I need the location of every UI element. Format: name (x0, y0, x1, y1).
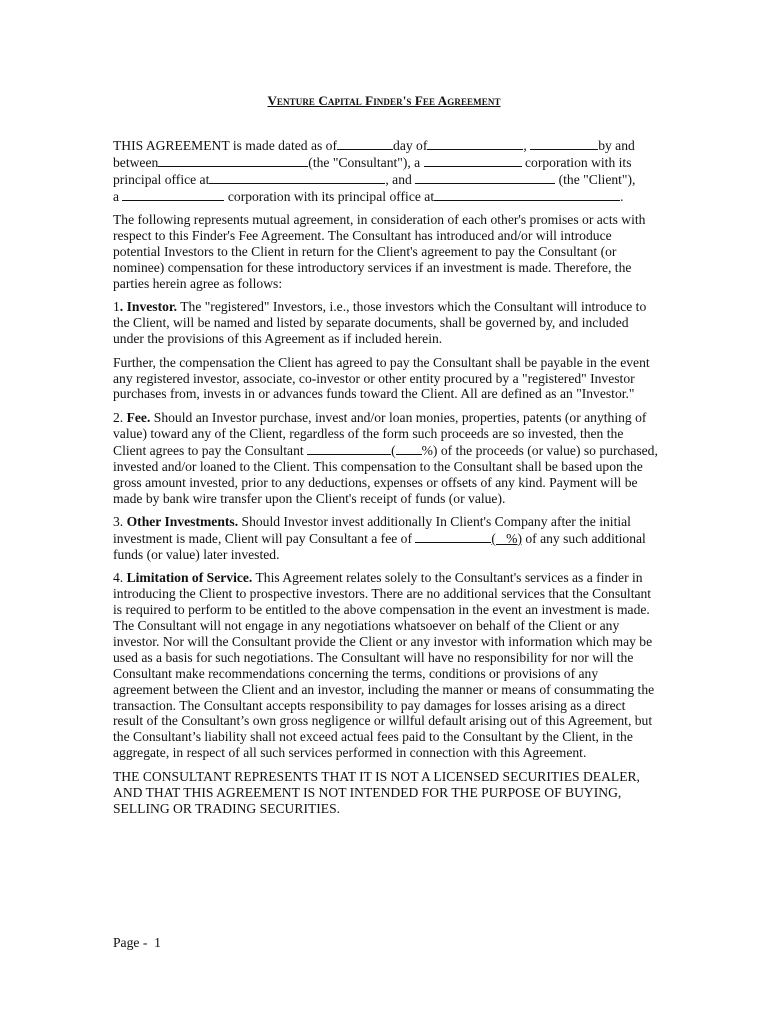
intro-text: (the "Consultant"), a (308, 154, 421, 170)
section-4 (113, 570, 658, 761)
intro-text: day of (393, 138, 428, 153)
fee-percent-blank[interactable] (396, 442, 422, 455)
intro-text: corporation with its principal office at (227, 188, 435, 204)
section-text: %) of the proceeds (or value) so purchased, invested and/or loaned to the Client. This compensation to the Consultant shall be based upon the gross amount invested, prior to any deductions, expenses or offsets of any kind. Payment will be made by bank wire transfer upon the Client's receipt of funds (or value). (113, 442, 658, 506)
intro-text: , (523, 138, 527, 153)
section-heading: Fee. (126, 409, 151, 425)
section-1 (113, 299, 658, 347)
section-text: ( (391, 442, 396, 458)
other-fee-percent: ( %) (491, 530, 522, 546)
intro-text: corporation with its (525, 154, 632, 170)
consultant-address-blank[interactable] (209, 171, 385, 184)
section-1-continued: Further, the compensation the Client has agreed to pay the Consultant shall be payable in the event any registered investor, associate, co-investor or other entity procured by a "registered" Investor purchases from, invests in or advances funds toward the Client. All are defined as an "Investor." (113, 354, 650, 402)
document-body (113, 137, 658, 824)
section-3 (113, 514, 658, 563)
client-name-blank[interactable] (415, 171, 555, 184)
section-text: This Agreement relates solely to the Consultant's services as a finder in introducing the Client to prospective investors. There are no additional services that the Consultant is required to perform to be entitled to the above compensation in the event an investment is made. The Consultant will not engage in any negotiations whatsoever on behalf of the Client or any investor. Nor will the Consultant provide the Client or any investor with information which may be used as a basis for such negotiations. The Consultant will have no responsibility for nor will the Consultant make recommendations concerning the terms, conditions or provisions of any agreement between the Client and an investor, including the manner or means of consummating the transaction. The Consultant accepts responsibility to pay damages for losses arising as a direct result of the Consultant’s own gross negligence or willful default arising out of this Agreement, but the Consultant’s liability shall not exceed actual fees paid to the Consultant by the Client, in the aggregate, in respect of all such services performed in connection with this Agreement. (113, 570, 655, 761)
section-heading: Limitation of Service. (126, 570, 253, 586)
document-title: Venture Capital Finder's Fee Agreement (267, 93, 501, 108)
section-text: Should Investor invest additionally In Client's Company after the initial investment is made, Client will pay Consultant a fee of (113, 514, 631, 546)
section-number: 1 (113, 299, 120, 315)
consultant-name-blank[interactable] (158, 154, 308, 167)
intro-text: a (113, 188, 120, 204)
recital-paragraph: The following represents mutual agreement, in consideration of each other's promises or acts with respect to this Finder's Fee Agreement. The Consultant has introduced and/or will introduce potential Investors to the Client in return for the Client's agreement to pay the Consultant (or nominee) compensation for these introductory services if an investment is made. Therefore, the parties herein agree as follows: (113, 212, 646, 291)
intro-paragraph (113, 137, 658, 205)
date-blank[interactable] (337, 137, 393, 150)
section-text: of any such additional funds (or value) later invested. (113, 530, 646, 562)
intro-text: THIS AGREEMENT is made dated as of (113, 138, 338, 153)
other-fee-blank[interactable] (415, 530, 491, 543)
section-heading: Other Investments. (126, 514, 239, 529)
intro-text: between (113, 154, 159, 170)
consultant-state-blank[interactable] (424, 154, 522, 167)
section-number: 3. (113, 514, 127, 529)
section-text: Should an Investor purchase, invest and/or loan monies, properties, patents (or anything of value) toward any of the Client, regardless of the form such proceeds are so invested, then the Client agrees to pay the Consultant (113, 409, 647, 458)
client-state-blank[interactable] (122, 188, 224, 201)
intro-text: , and (385, 171, 412, 187)
client-address-blank[interactable] (434, 188, 620, 201)
intro-text: principal office at (113, 171, 210, 187)
section-2 (113, 410, 658, 506)
section-heading: . Investor. (119, 299, 178, 315)
section-text: The "registered" Investors, i.e., those investors which the Consultant will introduce to the Client, will be named and listed by separate documents, shall be governed by, and included under the provisions of this Agreement as if included herein. (113, 299, 647, 347)
intro-text: by and (598, 138, 635, 153)
month-blank[interactable] (427, 137, 523, 150)
intro-text: . (620, 188, 624, 204)
section-number: 4. (113, 570, 127, 586)
section-number: 2. (113, 409, 127, 425)
page-number: Page - 1 (113, 935, 161, 950)
disclaimer-paragraph: THE CONSULTANT REPRESENTS THAT IT IS NOT A LICENSED SECURITIES DEALER, AND THAT THIS AGREEMENT IS NOT INTENDED FOR THE PURPOSE OF BUYING, SELLING OR TRADING SECURITIES. (113, 768, 640, 816)
intro-text: (the "Client"), (558, 171, 636, 187)
fee-words-blank[interactable] (307, 442, 391, 455)
year-blank[interactable] (530, 137, 598, 150)
